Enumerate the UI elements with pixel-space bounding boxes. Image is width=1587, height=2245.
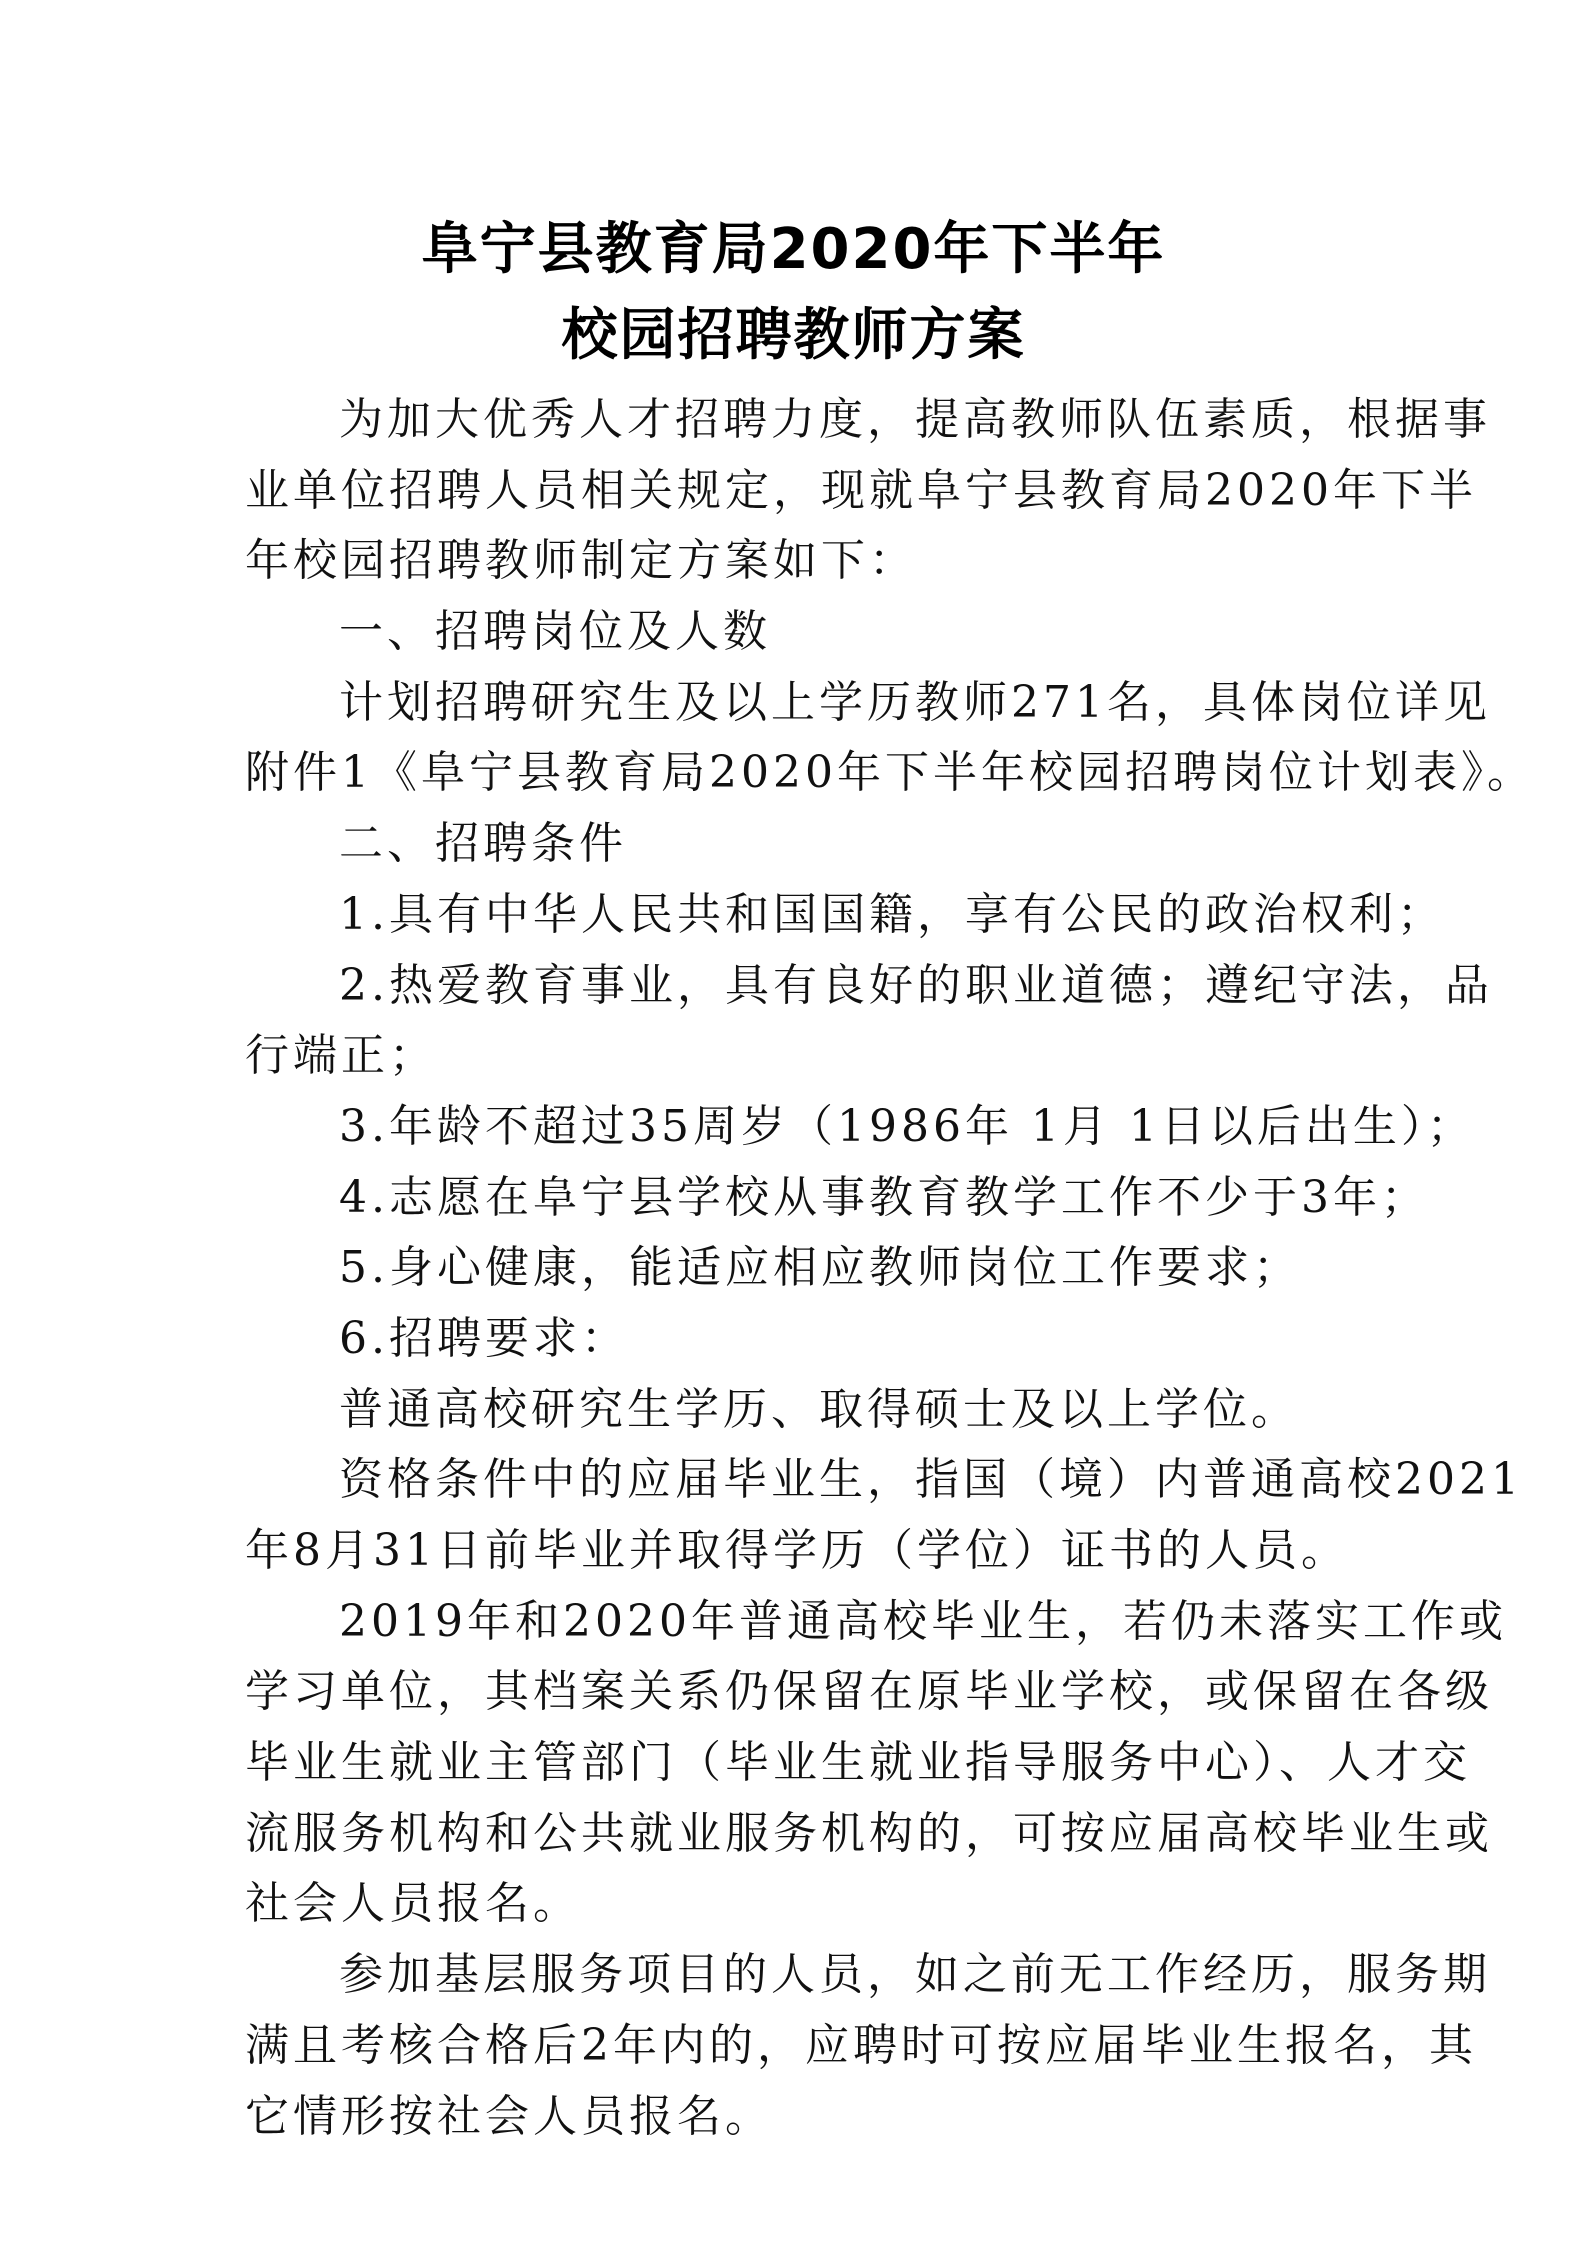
- document-title-line-1: 阜宁县教育局2020年下半年: [421, 217, 1166, 282]
- condition-item-3: 3.年龄不超过35周岁（1986年 1月 1日以后出生）；: [339, 1100, 1475, 1152]
- condition-item-2: 2.热爱教育事业，具有良好的职业道德；遵纪守法，品: [339, 959, 1493, 1011]
- condition-item-4: 4.志愿在阜宁县学校从事教育教学工作不少于3年；: [339, 1171, 1429, 1223]
- paragraph-grassroots-line: 参加基层服务项目的人员，如之前无工作经历，服务期: [339, 1949, 1491, 2001]
- condition-item-6: 6.招聘要求：: [339, 1312, 629, 1364]
- condition-item-2-cont: 行端正；: [245, 1030, 437, 1082]
- paragraph-prior-graduates-line: 2019年和2020年普通高校毕业生，若仍未落实工作或: [339, 1595, 1507, 1647]
- paragraph-grassroots-line: 满且考核合格后2年内的，应聘时可按应届毕业生报名，其: [245, 2019, 1477, 2071]
- paragraph-grassroots-line: 它情形按社会人员报名。: [245, 2090, 773, 2142]
- paragraph-prior-graduates-line: 毕业生就业主管部门（毕业生就业指导服务中心）、人才交: [245, 1737, 1471, 1789]
- condition-item-1: 1.具有中华人民共和国国籍，享有公民的政治权利；: [339, 888, 1445, 940]
- paragraph-intro-line: 年校园招聘教师制定方案如下：: [245, 535, 917, 587]
- requirement-degree: 普通高校研究生学历、取得硕士及以上学位。: [339, 1383, 1299, 1435]
- paragraph-graduates-line: 资格条件中的应届毕业生，指国（境）内普通高校2021: [339, 1454, 1523, 1506]
- paragraph-positions-line: 附件1《阜宁县教育局2020年下半年校园招聘岗位计划表》。: [245, 747, 1535, 799]
- paragraph-graduates-line: 年8月31日前毕业并取得学历（学位）证书的人员。: [245, 1525, 1349, 1576]
- document-body: [245, 385, 1535, 2152]
- paragraph-prior-graduates-line: 流服务机构和公共就业服务机构的，可按应届高校毕业生或: [245, 1807, 1493, 1859]
- document-title-line-2: 校园招聘教师方案: [561, 303, 1026, 368]
- paragraph-prior-graduates-line: 学习单位，其档案关系仍保留在原毕业学校，或保留在各级: [245, 1666, 1493, 1718]
- paragraph-intro-line: 业单位招聘人员相关规定，现就阜宁县教育局2020年下半: [245, 464, 1477, 516]
- paragraph-positions-line: 计划招聘研究生及以上学历教师271名，具体岗位详见: [339, 676, 1491, 728]
- paragraph-intro-line: 为加大优秀人才招聘力度，提高教师队伍素质，根据事: [339, 394, 1491, 445]
- paragraph-prior-graduates-line: 社会人员报名。: [245, 1878, 581, 1930]
- condition-item-5: 5.身心健康，能适应相应教师岗位工作要求；: [339, 1242, 1301, 1294]
- section-heading-conditions: 二、招聘条件: [339, 818, 627, 870]
- section-heading-positions: 一、招聘岗位及人数: [339, 606, 771, 658]
